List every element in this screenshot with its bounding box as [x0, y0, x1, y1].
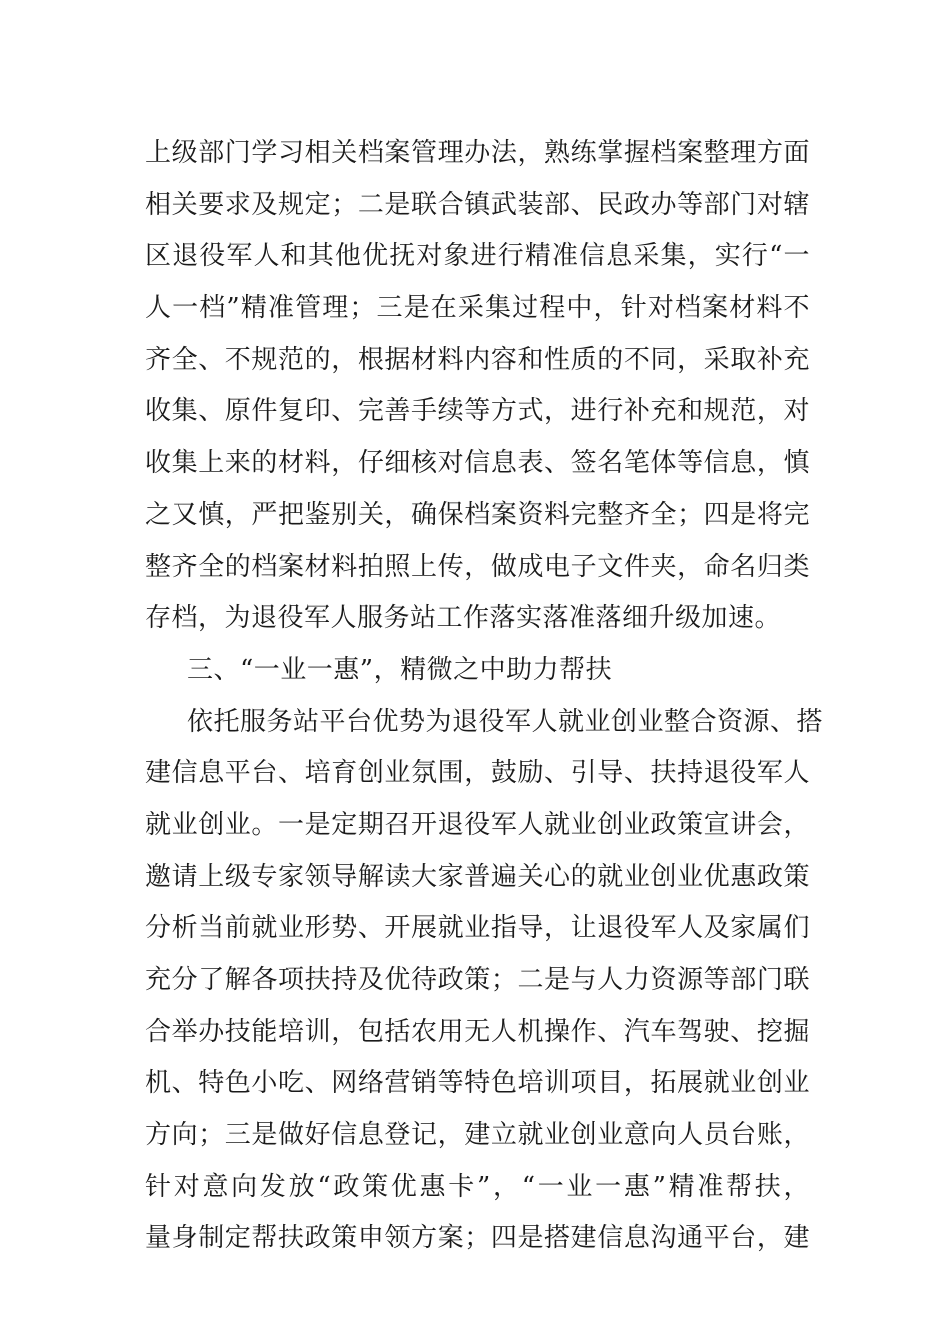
text-line: 依托服务站平台优势为退役军人就业创业整合资源、搭: [187, 706, 824, 737]
text-line: 就业创业。一是定期召开退役军人就业创业政策宣讲会，: [145, 809, 810, 840]
text-line: 分析当前就业形势、开展就业指导，让退役军人及家属们: [145, 913, 810, 944]
text-line: 区退役军人和其他优抚对象进行精准信息采集，实行“一: [145, 241, 810, 272]
text-line: 之又慎，严把鉴别关，确保档案资料完整齐全；四是将完: [145, 499, 810, 530]
text-line: 存档，为退役军人服务站工作落实落准落细升级加速。: [145, 603, 782, 634]
text-line: 整齐全的档案材料拍照上传，做成电子文件夹，命名归类: [145, 551, 810, 582]
text-line: 量身制定帮扶政策申领方案；四是搭建信息沟通平台，建: [145, 1223, 810, 1254]
text-line: 方向；三是做好信息登记，建立就业创业意向人员台账，: [145, 1120, 810, 1151]
text-line: 建信息平台、培育创业氛围，鼓励、引导、扶持退役军人: [145, 758, 810, 789]
body-text: [145, 128, 824, 1265]
text-line: 针对意向发放“政策优惠卡”，“一业一惠”精准帮扶，: [145, 1171, 810, 1202]
text-line: 充分了解各项扶持及优待政策；二是与人力资源等部门联: [145, 965, 810, 995]
text-line: 相关要求及规定；二是联合镇武装部、民政办等部门对辖: [145, 189, 810, 220]
text-line: 合举办技能培训，包括农用无人机操作、汽车驾驶、挖掘: [145, 1016, 810, 1047]
text-line: 邀请上级专家领导解读大家普遍关心的就业创业优惠政策: [145, 861, 810, 892]
text-line: 机、特色小吃、网络营销等特色培训项目，拓展就业创业: [145, 1068, 810, 1099]
text-line: 收集、原件复印、完善手续等方式，进行补充和规范，对: [145, 396, 810, 427]
section-heading: 三、“一业一惠”，精微之中助力帮扶: [187, 654, 613, 685]
text-line: 收集上来的材料，仔细核对信息表、签名笔体等信息，慎: [145, 448, 810, 479]
text-line: 齐全、不规范的，根据材料内容和性质的不同，采取补充: [145, 344, 810, 375]
text-line: 人一档”精准管理；三是在采集过程中，针对档案材料不: [145, 293, 810, 324]
text-line: 上级部门学习相关档案管理办法，熟练掌握档案整理方面: [145, 138, 810, 168]
